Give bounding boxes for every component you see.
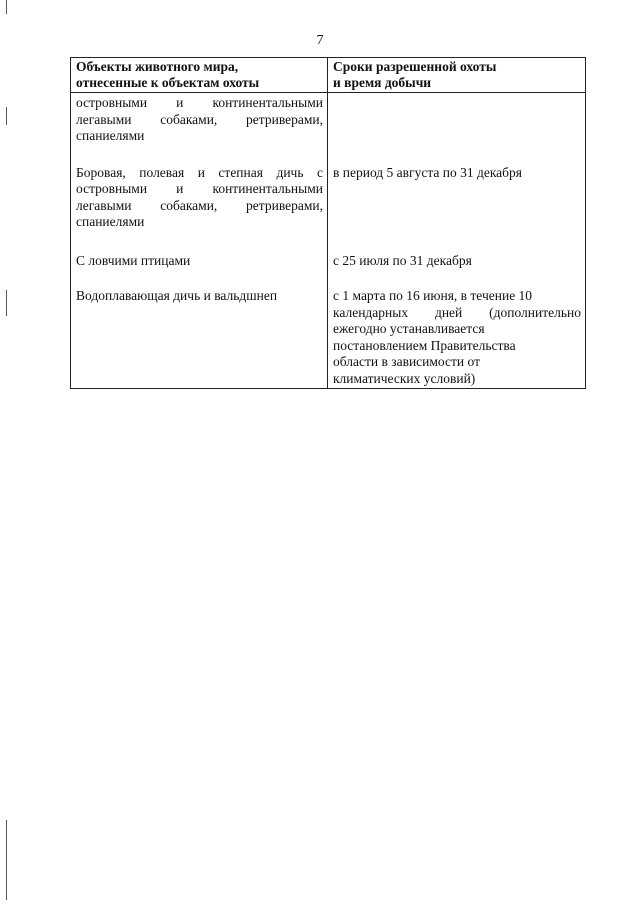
header-terms-line: и время добычи: [333, 75, 432, 90]
cell-term: [328, 233, 586, 272]
table-row: [71, 147, 586, 233]
cell-line: календарных дней (дополнительно: [333, 304, 581, 320]
row-spacer: [333, 149, 581, 165]
cell-line: с 1 марта по 16 июня, в течение 10: [333, 288, 533, 303]
header-objects-line: Объекты животного мира,: [76, 59, 239, 74]
cell-line: островными и континентальными: [76, 95, 323, 110]
page-number: 7: [316, 33, 324, 48]
cell-line: островными и континентальными: [76, 181, 323, 196]
header-terms: [328, 58, 586, 93]
header-terms-line: Сроки разрешенной охоты: [333, 59, 497, 74]
cell-object: [71, 147, 328, 233]
cell-line: легавыми собаками, ретриверами,: [76, 197, 323, 213]
row-spacer: [76, 235, 323, 253]
scan-margin-mark: [6, 290, 7, 316]
row-spacer: [76, 149, 323, 165]
hunting-terms-table: [70, 57, 586, 389]
scan-margin-mark: [6, 107, 7, 125]
scan-margin-mark: [6, 820, 7, 900]
cell-term: [328, 93, 586, 147]
cell-object: [71, 233, 328, 272]
scan-margin-mark: [6, 0, 7, 14]
row-spacer: [76, 273, 323, 288]
cell-term: [328, 147, 586, 233]
header-objects-line: отнесенные к объектам охоты: [76, 75, 260, 90]
cell-line: Боровая, полевая и степная дичь с: [76, 164, 323, 180]
cell-line: в период 5 августа по 31 декабря: [333, 164, 523, 180]
cell-line: спаниелями: [76, 128, 145, 143]
row-spacer: [333, 273, 581, 288]
cell-line: области в зависимости от: [333, 354, 480, 369]
row-spacer: [333, 235, 581, 253]
header-objects: [71, 58, 328, 93]
cell-line: постановлением Правительства: [333, 337, 516, 353]
cell-line: легавыми собаками, ретриверами,: [76, 111, 323, 127]
table-row: [71, 93, 586, 147]
table-row: [71, 233, 586, 272]
cell-line: Водоплавающая дичь и вальдшнеп: [76, 288, 278, 303]
table-header-row: [71, 58, 586, 93]
cell-line: ежегодно устанавливается: [333, 321, 485, 336]
cell-term: [328, 271, 586, 389]
cell-line: климатических условий): [333, 370, 476, 386]
cell-line: спаниелями: [76, 214, 145, 229]
table-row: [71, 271, 586, 389]
cell-line: с 25 июля по 31 декабря: [333, 252, 472, 268]
cell-object: [71, 271, 328, 389]
cell-object: [71, 93, 328, 147]
cell-line: С ловчими птицами: [76, 252, 191, 268]
